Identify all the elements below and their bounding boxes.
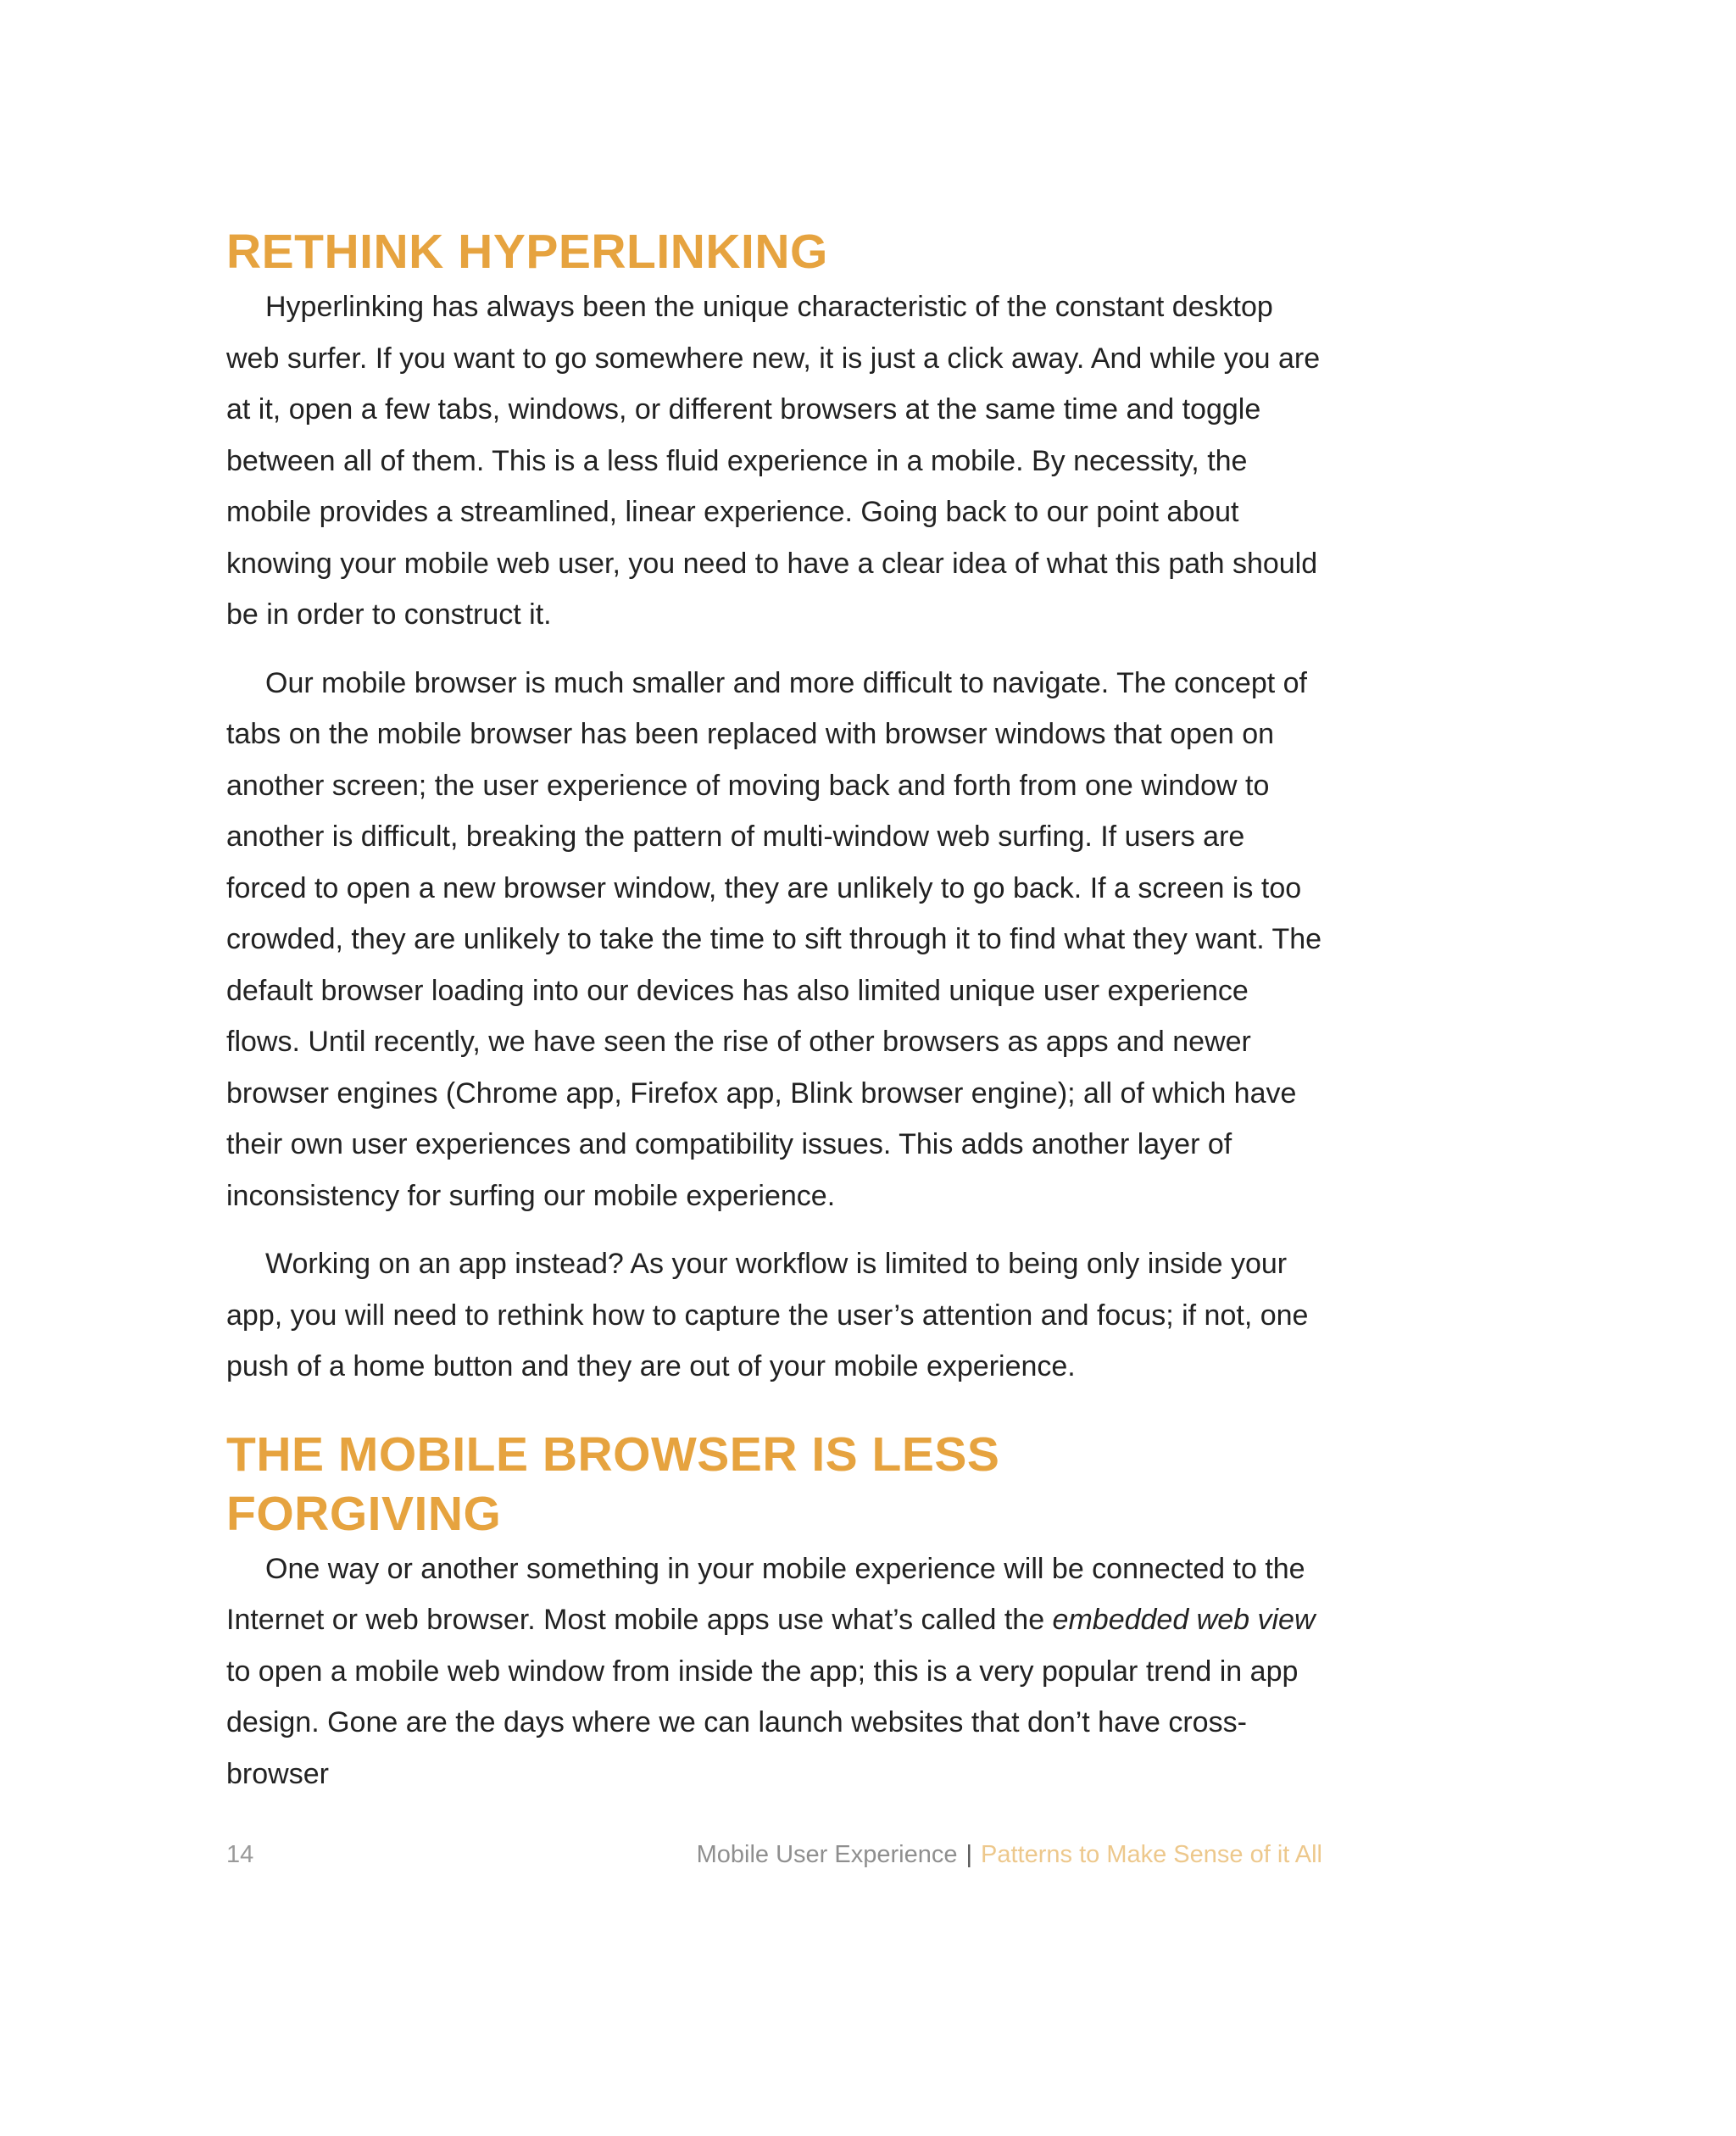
paragraph-hyperlinking-1: Hyperlinking has always been the unique characteristic of the constant desktop web surfer. If you want to go somewhere new, it is just a click away. And while you are at it, open a few tabs, windows, or different browsers at the same time and toggle between all of them. This is a less fluid experience in a mobile. By necessity, the mobile provides a streamlined, linear experience. Going back to our point about knowing your mobile web user, you need to have a clear idea of what this path should be in order to construct it. bbox=[226, 291, 1321, 631]
section-heading-mobile-browser-less-forgiving bbox=[226, 1425, 1328, 1544]
section-heading-line-1: THE MOBILE BROWSER IS LESS bbox=[226, 1427, 1000, 1482]
footer-separator: | bbox=[965, 1841, 973, 1868]
section-heading-rethink-hyperlinking: RETHINK HYPERLINKING bbox=[226, 225, 828, 279]
footer-book-title: Mobile User Experience bbox=[696, 1841, 958, 1868]
footer-subtitle: Patterns to Make Sense of it All bbox=[981, 1841, 1322, 1868]
page-content bbox=[226, 222, 1328, 1799]
paragraph-text-before: One way or another something in your mobile experience will be connected to the Internet or web browser. Most mobile apps use what’s called the bbox=[226, 1552, 1305, 1636]
paragraph-hyperlinking-2: Our mobile browser is much smaller and more difficult to navigate. The concept of tabs on the mobile browser has been replaced with browser windows that open on another screen; the user experience of moving back and forth from one window to another is difficult, breaking the pattern of multi-window web surfing. If users are forced to open a new browser window, they are unlikely to go back. If a screen is too crowded, they are unlikely to take the time to sift through it to find what they want. The default browser loading into our devices has also limited unique user experience flows. Until recently, we have seen the rise of other browsers as apps and newer browser engines (Chrome app, Firefox app, Blink browser engine); all of which have their own user experiences and compatibility issues. This adds another layer of inconsistency for surfing our mobile experience. bbox=[226, 666, 1322, 1212]
page-footer bbox=[226, 1838, 1322, 1872]
paragraph-text-after: to open a mobile web window from inside the app; this is a very popular trend in app design. Gone are the days where we can launch websites that don’t have cross-browser bbox=[226, 1655, 1299, 1790]
emphasized-term: embedded web view bbox=[1052, 1604, 1316, 1636]
page-number: 14 bbox=[226, 1841, 254, 1868]
paragraph-mobile-browser-1 bbox=[226, 1544, 1328, 1800]
section-heading-line-2: FORGIVING bbox=[226, 1486, 502, 1541]
running-footer bbox=[697, 1838, 1322, 1872]
paragraph-hyperlinking-3: Working on an app instead? As your workflow is limited to being only inside your app, you will need to rethink how to capture the user’s attention and focus; if not, one push of a home button and they are out of your mobile experience. bbox=[226, 1248, 1309, 1382]
